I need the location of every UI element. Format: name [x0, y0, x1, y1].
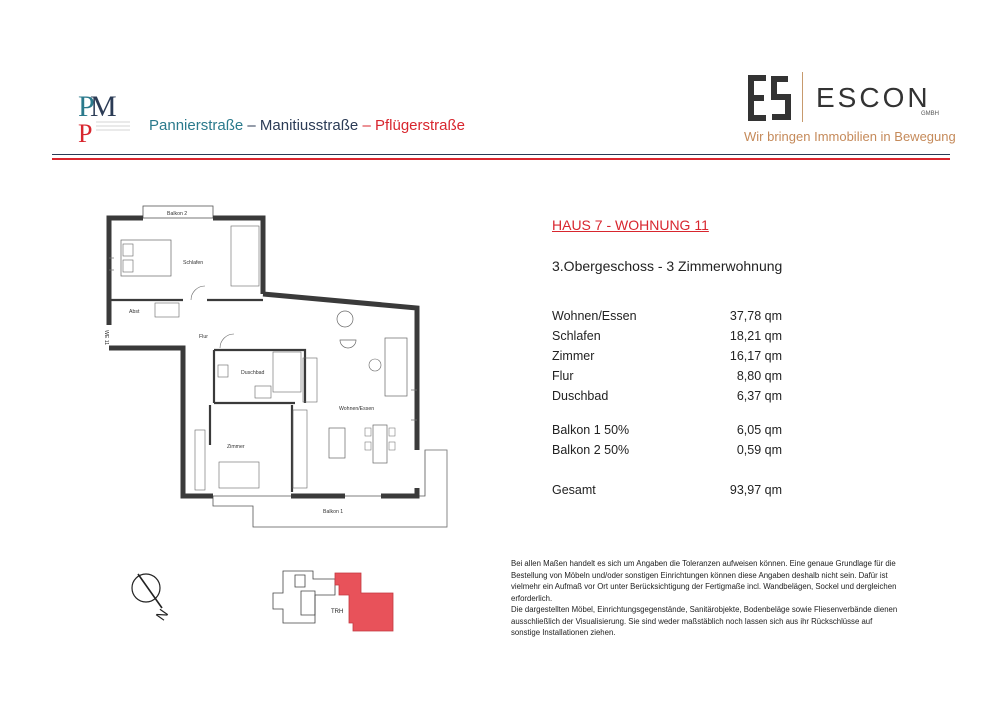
room-name: Schlafen: [552, 329, 601, 343]
escon-mark-icon: [744, 73, 794, 123]
unit-title: HAUS 7 - WOHNUNG 11: [552, 217, 709, 233]
balcony-name: Balkon 1 50%: [552, 423, 630, 437]
room-area: 18,21 qm: [729, 329, 782, 343]
balcony-row: [552, 420, 782, 440]
svg-text:M: M: [90, 90, 117, 123]
total-label: Gesamt: [552, 483, 596, 497]
svg-text:P: P: [78, 90, 95, 123]
svg-text:P: P: [78, 119, 93, 146]
site-plan: [265, 565, 405, 635]
unit-subtitle: 3.Obergeschoss - 3 Zimmerwohnung: [552, 258, 783, 274]
balcony-1-outline: [213, 450, 447, 527]
floor-plan: [95, 200, 455, 535]
plan-label-balkon2: Balkon 2: [167, 211, 188, 217]
street-2: Manitiusstraße: [259, 117, 359, 134]
room-row: [552, 326, 782, 346]
disclaimer: [511, 558, 901, 639]
separator-1: –: [247, 117, 256, 134]
room-name: Flur: [552, 369, 574, 383]
plan-label-wohnen: Wohnen/Essen: [339, 406, 375, 412]
pmp-logo: [74, 86, 134, 146]
plan-label-abst: Abst: [129, 309, 140, 315]
plan-label-duschbad: Duschbad: [241, 370, 265, 376]
company-name: ESCON: [816, 82, 931, 113]
room-area: 37,78 qm: [729, 309, 782, 323]
total-value: 93,97 qm: [729, 483, 782, 497]
north-arrow-icon: [128, 568, 180, 628]
plan-label-balkon1: Balkon 1: [323, 509, 344, 515]
street-1: Pannierstraße: [149, 117, 244, 134]
logo-divider: [802, 72, 803, 122]
company-suffix: GMBH: [921, 111, 939, 117]
room-area: 6,37 qm: [736, 389, 782, 403]
room-name: Duschbad: [552, 389, 609, 403]
plan-label-zimmer: Zimmer: [227, 444, 245, 450]
compass-label: N: [152, 605, 172, 624]
highlighted-building: [335, 573, 393, 631]
plan-label-flur: Flur: [199, 334, 208, 340]
site-label: TRH: [331, 609, 344, 615]
plan-label-entry: WE 11: [103, 330, 109, 346]
room-name: Wohnen/Essen: [552, 309, 637, 323]
exterior-wall: [263, 294, 417, 450]
balcony-area: 6,05 qm: [736, 423, 782, 437]
room-area: 16,17 qm: [729, 349, 782, 363]
room-row: [552, 366, 782, 386]
plan-label-schlafen: Schlafen: [183, 260, 204, 266]
disclaimer-paragraph: Bei allen Maßen handelt es sich um Angaben die Toleranzen aufweisen können. Eine genaue Grundlage für die Bestellung von Möbeln und/oder sonstigen Einrichtungen können diese Angaben deshalb nicht sein. Dafür ist vielmehr ein Aufmaß vor Ort unter Berücksichtigung der Fertigmaße incl. Wandbelägen, Sockel und dergleichen erforderlich.: [511, 559, 897, 603]
street-names: [149, 117, 465, 134]
header-rule-dark: [52, 154, 950, 155]
room-area-table: [552, 306, 782, 406]
disclaimer-paragraph: Die dargestellten Möbel, Einrichtungsgegenstände, Sanitärobjekte, Bodenbeläge sowie Fliesenverbände dienen ausschließlich der Visualisierung. Sie sind weder maßstäblich noch lassen sich aus ihr Rückschlüsse auf sonstige Installationen ziehen.: [511, 605, 898, 637]
balcony-area: 0,59 qm: [736, 443, 782, 457]
room-row: [552, 386, 782, 406]
room-row: [552, 306, 782, 326]
company-slogan: Wir bringen Immobilien in Bewegung: [744, 129, 956, 144]
exterior-wall: [381, 488, 417, 496]
street-3: Pflügerstraße: [374, 117, 466, 134]
room-row: [552, 346, 782, 366]
separator-2: –: [362, 117, 371, 134]
balcony-area-table: [552, 420, 782, 460]
balcony-row: [552, 440, 782, 460]
room-name: Zimmer: [552, 349, 595, 363]
room-area: 8,80 qm: [736, 369, 782, 383]
header-rule-red: [52, 158, 950, 160]
total-row: [552, 480, 782, 500]
balcony-name: Balkon 2 50%: [552, 443, 630, 457]
exterior-wall: [109, 348, 213, 496]
total-area: [552, 480, 782, 500]
